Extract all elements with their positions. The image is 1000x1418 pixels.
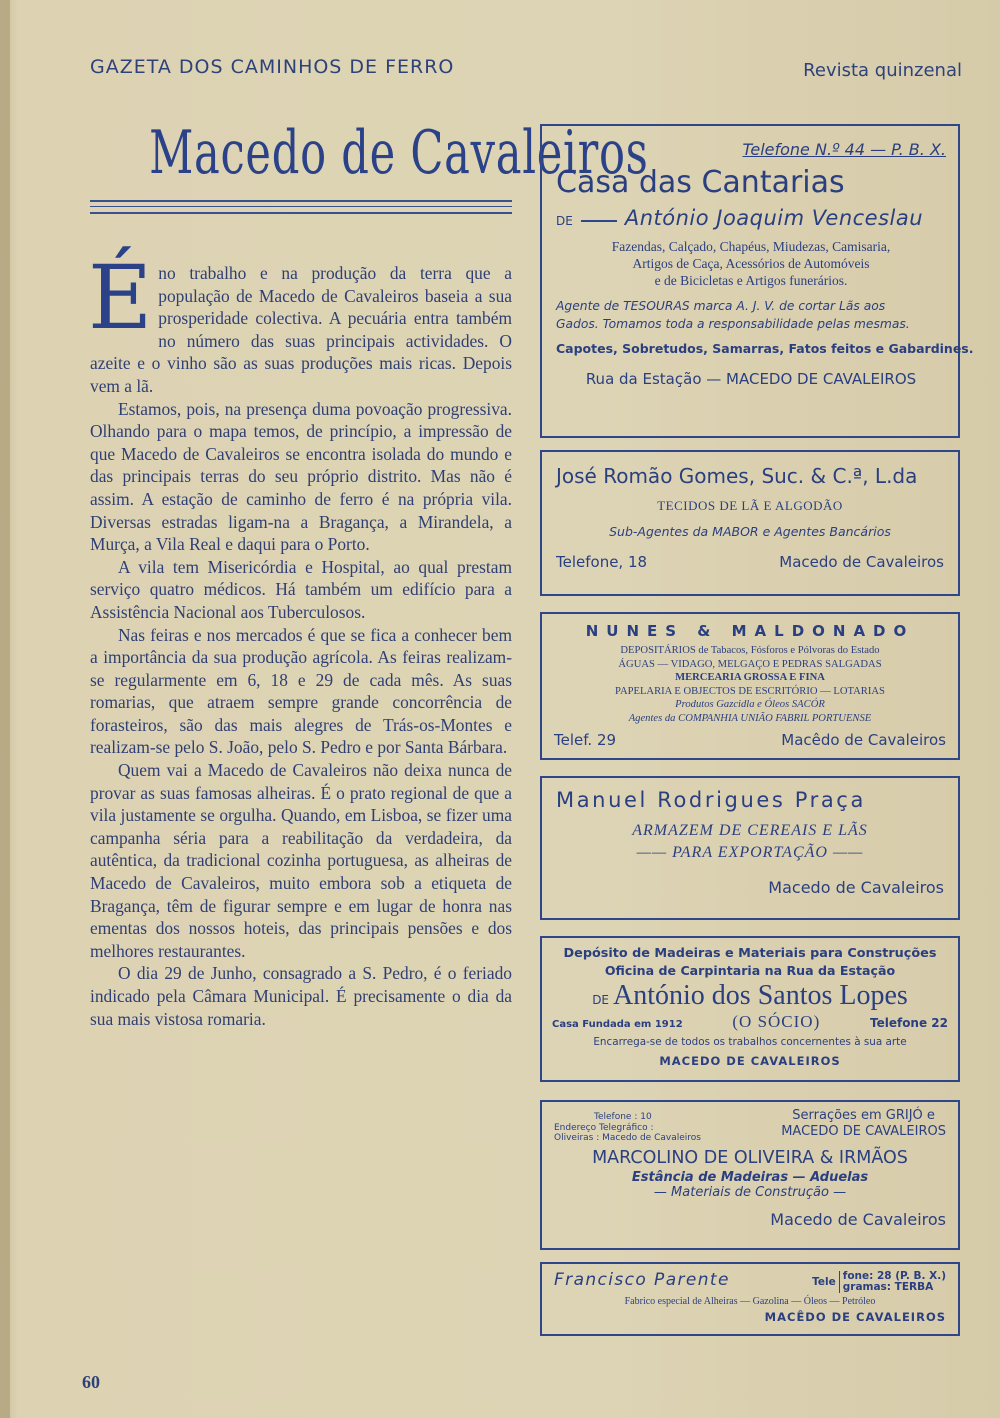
ad-business-name: Casa das Cantarias [556, 165, 845, 200]
ad-business-name: MARCOLINO DE OLIVEIRA & IRMÃOS [592, 1147, 908, 1168]
ad-town: Macedo de Cavaleiros [770, 1209, 946, 1229]
article-body [88, 246, 512, 1030]
publication-title: GAZETA DOS CAMINHOS DE FERRO [90, 56, 455, 78]
ad-line: PAPELARIA E OBJECTOS DE ESCRITÓRIO — LOTARIAS [615, 685, 885, 697]
ad-top-row [554, 1108, 946, 1144]
ad-town: MACEDO DE CAVALEIROS [659, 1054, 841, 1068]
ad-goods-line: Fazendas, Calçado, Chapéus, Miudezas, Camisaria, [611, 239, 891, 254]
publication-subtitle: Revista quinzenal [803, 60, 962, 81]
article-paragraph-text: no trabalho e na produção da terra que a população de Macedo de Cavaleiros baseia a sua prosperidade colectiva. A pecuária entra também no número das suas principais actividades. O azeite e o vinho são as suas produções mais ricas. Depois vem a lã. [90, 263, 512, 396]
ad-town: Macêdo de Cavaleiros [781, 731, 946, 749]
ad-sawmill-block [781, 1108, 946, 1140]
ad-contact [812, 1271, 946, 1293]
ad-line: Agentes da COMPANHIA UNIÃO FABRIL PORTUENSE [628, 712, 872, 724]
ad-agent-line: Gados. Tomamos toda a responsabilidade pelas mesmas. [556, 317, 910, 331]
ad-line: Produtos Gazcidla e Óleos SACÓR [675, 699, 825, 710]
ad-owner-line [552, 980, 948, 1012]
ad-goods-block [556, 238, 946, 289]
ad-casa-das-cantarias [540, 124, 974, 438]
page-spine-shadow [0, 0, 10, 1418]
ad-owner-dash [581, 220, 617, 222]
drop-cap: É [88, 246, 153, 349]
ad-line: —— PARA EXPORTAÇÃO —— [636, 844, 864, 861]
ad-telegraph-label: Endereço Telegráfico : [554, 1122, 654, 1133]
ad-line: ARMAZEM DE CEREAIS E LÃS [632, 822, 868, 839]
ad-phone: Telef. 29 [554, 731, 617, 749]
ad-coats-line: Capotes, Sobretudos, Samarras, Fatos feitos e Gabardines. [556, 341, 974, 356]
ad-line: ÁGUAS — VIDAGO, MELGAÇO E PEDRAS SALGADAS [618, 658, 882, 670]
ad-contact-lines [839, 1271, 946, 1293]
ad-phone: Telefone, 18 [556, 553, 648, 571]
ad-phone: Telefone : 10 [594, 1112, 652, 1122]
ad-agent-block [556, 297, 946, 333]
article-paragraph: Quem vai a Macedo de Cavaleiros não deixa nunca de provar as suas famosas alheiras. É o prato regional de que a vila justamente se orgulha. Quando, em Lisboa, se fizer uma campanha séria para a reabilitação da verdadeira, da autêntica, da tradicional cozinha portuguesa, as alheiras de Macedo de Cavaleiros, muito embora sob a etiqueta de Bragança, têm de figurar sempre e em lugar de honra nas ementas dos nossos hoteis, das principais pensões e dos melhores restaurantes. [90, 760, 512, 961]
ad-business-name: Manuel Rodrigues Praça [556, 788, 866, 812]
ad-details-row [552, 1012, 948, 1032]
title-rule-bottom [90, 212, 512, 214]
ad-sawmill-town: MACEDO DE CAVALEIROS [781, 1124, 946, 1139]
ad-business-name: NUNES & MALDONADO [585, 622, 915, 640]
ad-tele-label: Tele [812, 1276, 836, 1288]
ad-antonio-dos-santos-lopes [540, 936, 960, 1082]
ad-francisco-parente [540, 1262, 960, 1336]
ad-footer-row [556, 553, 944, 571]
ad-line: Fabrico especial de Alheiras — Gazolina — Óleos — Petróleo [624, 1296, 876, 1307]
title-rule-middle [90, 206, 512, 207]
ad-address: Rua da Estação — MACEDO DE CAVALEIROS [585, 370, 917, 388]
ad-de-label: DE [592, 993, 610, 1007]
ad-line: DEPOSITÁRIOS de Tabacos, Fósforos e Pólvoras do Estado [620, 645, 880, 656]
ad-line: Oficina de Carpintaria na Rua da Estação [604, 963, 896, 978]
article-paragraph: O dia 29 de Junho, consagrado a S. Pedro, é o feriado indicado pela Câmara Municipal. É precisamente o dia da sua mais vistosa romaria. [90, 963, 512, 1029]
ad-agent-line: Agente de TESOURAS marca A. J. V. de cortar Lãs aos [556, 299, 886, 313]
ad-owner-name: António Joaquim Venceslau [624, 206, 924, 230]
ad-founded: Casa Fundada em 1912 [552, 1019, 683, 1030]
title-rule-top [90, 200, 512, 202]
ad-manuel-rodrigues-praca [540, 776, 960, 920]
ad-line: TECIDOS DE LÃ E ALGODÃO [657, 498, 843, 513]
ad-telegram: gramas: TERBA [842, 1281, 934, 1293]
ad-town: Macedo de Cavaleiros [779, 553, 944, 571]
ad-top-row [554, 1270, 946, 1293]
ad-line: MERCEARIA GROSSA E FINA [675, 672, 825, 683]
ad-lines-block [554, 644, 946, 725]
ad-phone: Telefone 22 [869, 1016, 948, 1030]
ad-sawmill: Serrações em GRIJÓ e [792, 1108, 935, 1123]
ad-telegraph-address: Oliveiras : Macedo de Cavaleiros [554, 1133, 701, 1143]
article-title: Macedo de Cavaleiros [149, 118, 649, 188]
ad-socio: (O SÓCIO) [732, 1012, 821, 1031]
ad-town: MACÊDO DE CAVALEIROS [764, 1310, 946, 1324]
page-number: 60 [82, 1372, 100, 1392]
ad-line: Encarrega-se de todos os trabalhos concernentes à sua arte [593, 1036, 907, 1048]
ad-de-label: DE [556, 214, 573, 228]
ad-town: Macedo de Cavaleiros [768, 878, 944, 897]
ad-goods-line: e de Bicicletas e Artigos funerários. [654, 273, 848, 288]
ad-line: — Materiais de Construção — [653, 1184, 847, 1200]
ad-contact-block [554, 1112, 701, 1144]
ad-phone: fone: 28 (P. B. X.) [842, 1270, 946, 1282]
ad-line: Depósito de Madeiras e Materiais para Construções [563, 946, 937, 961]
article-paragraph: A vila tem Misericórdia e Hospital, ao qual prestam serviço quatro médicos. Há também um edifício para a Assistência Nacional aos Tuberculosos. [90, 556, 512, 622]
article-paragraph [88, 246, 512, 398]
ad-goods-line: Artigos de Caça, Acessórios de Automóveis [632, 256, 870, 271]
ad-business-name: José Romão Gomes, Suc. & C.ª, L.da [556, 464, 918, 488]
ad-business-name: Francisco Parente [554, 1270, 730, 1290]
article-paragraph: Estamos, pois, na presença duma povoação progressiva. Olhando para o mapa temos, de princípio, a impressão de que Macedo de Cavaleiros se encontra isolada do mundo e das principais terras do seu próprio distrito. Mas não é assim. A estação de caminho de ferro é na própria vila. Diversas estradas ligam-na a Bragança, a Mirandela, a Murça, a Vila Real e daqui para o Porto. [90, 398, 512, 555]
ad-nunes-maldonado [540, 612, 960, 760]
ad-owner-line [556, 206, 946, 230]
ad-owner-name: António dos Santos Lopes [613, 980, 908, 1011]
ad-line: Sub-Agentes da MABOR e Agentes Bancários [609, 524, 891, 539]
ad-marcolino-de-oliveira [540, 1100, 960, 1250]
article-paragraph: Nas feiras e nos mercados é que se fica a conhecer bem a importância da sua produção agrícola. As feiras realizam-se regularmente em 6, 18 e 29 de cada mês. As suas romarias, que atraem sempre grande concorrência de forasteiros, são das mais alegres de Trás-os-Montes e realizam-se pelo S. João, pelo S. Pedro e por Santa Bárbara. [90, 624, 512, 758]
ad-jose-romao-gomes [540, 450, 960, 596]
ad-phone: Telefone N.º 44 — P. B. X. [742, 140, 946, 159]
ad-line: Estância de Madeiras — Aduelas [631, 1169, 869, 1185]
ad-footer-row [554, 731, 946, 749]
